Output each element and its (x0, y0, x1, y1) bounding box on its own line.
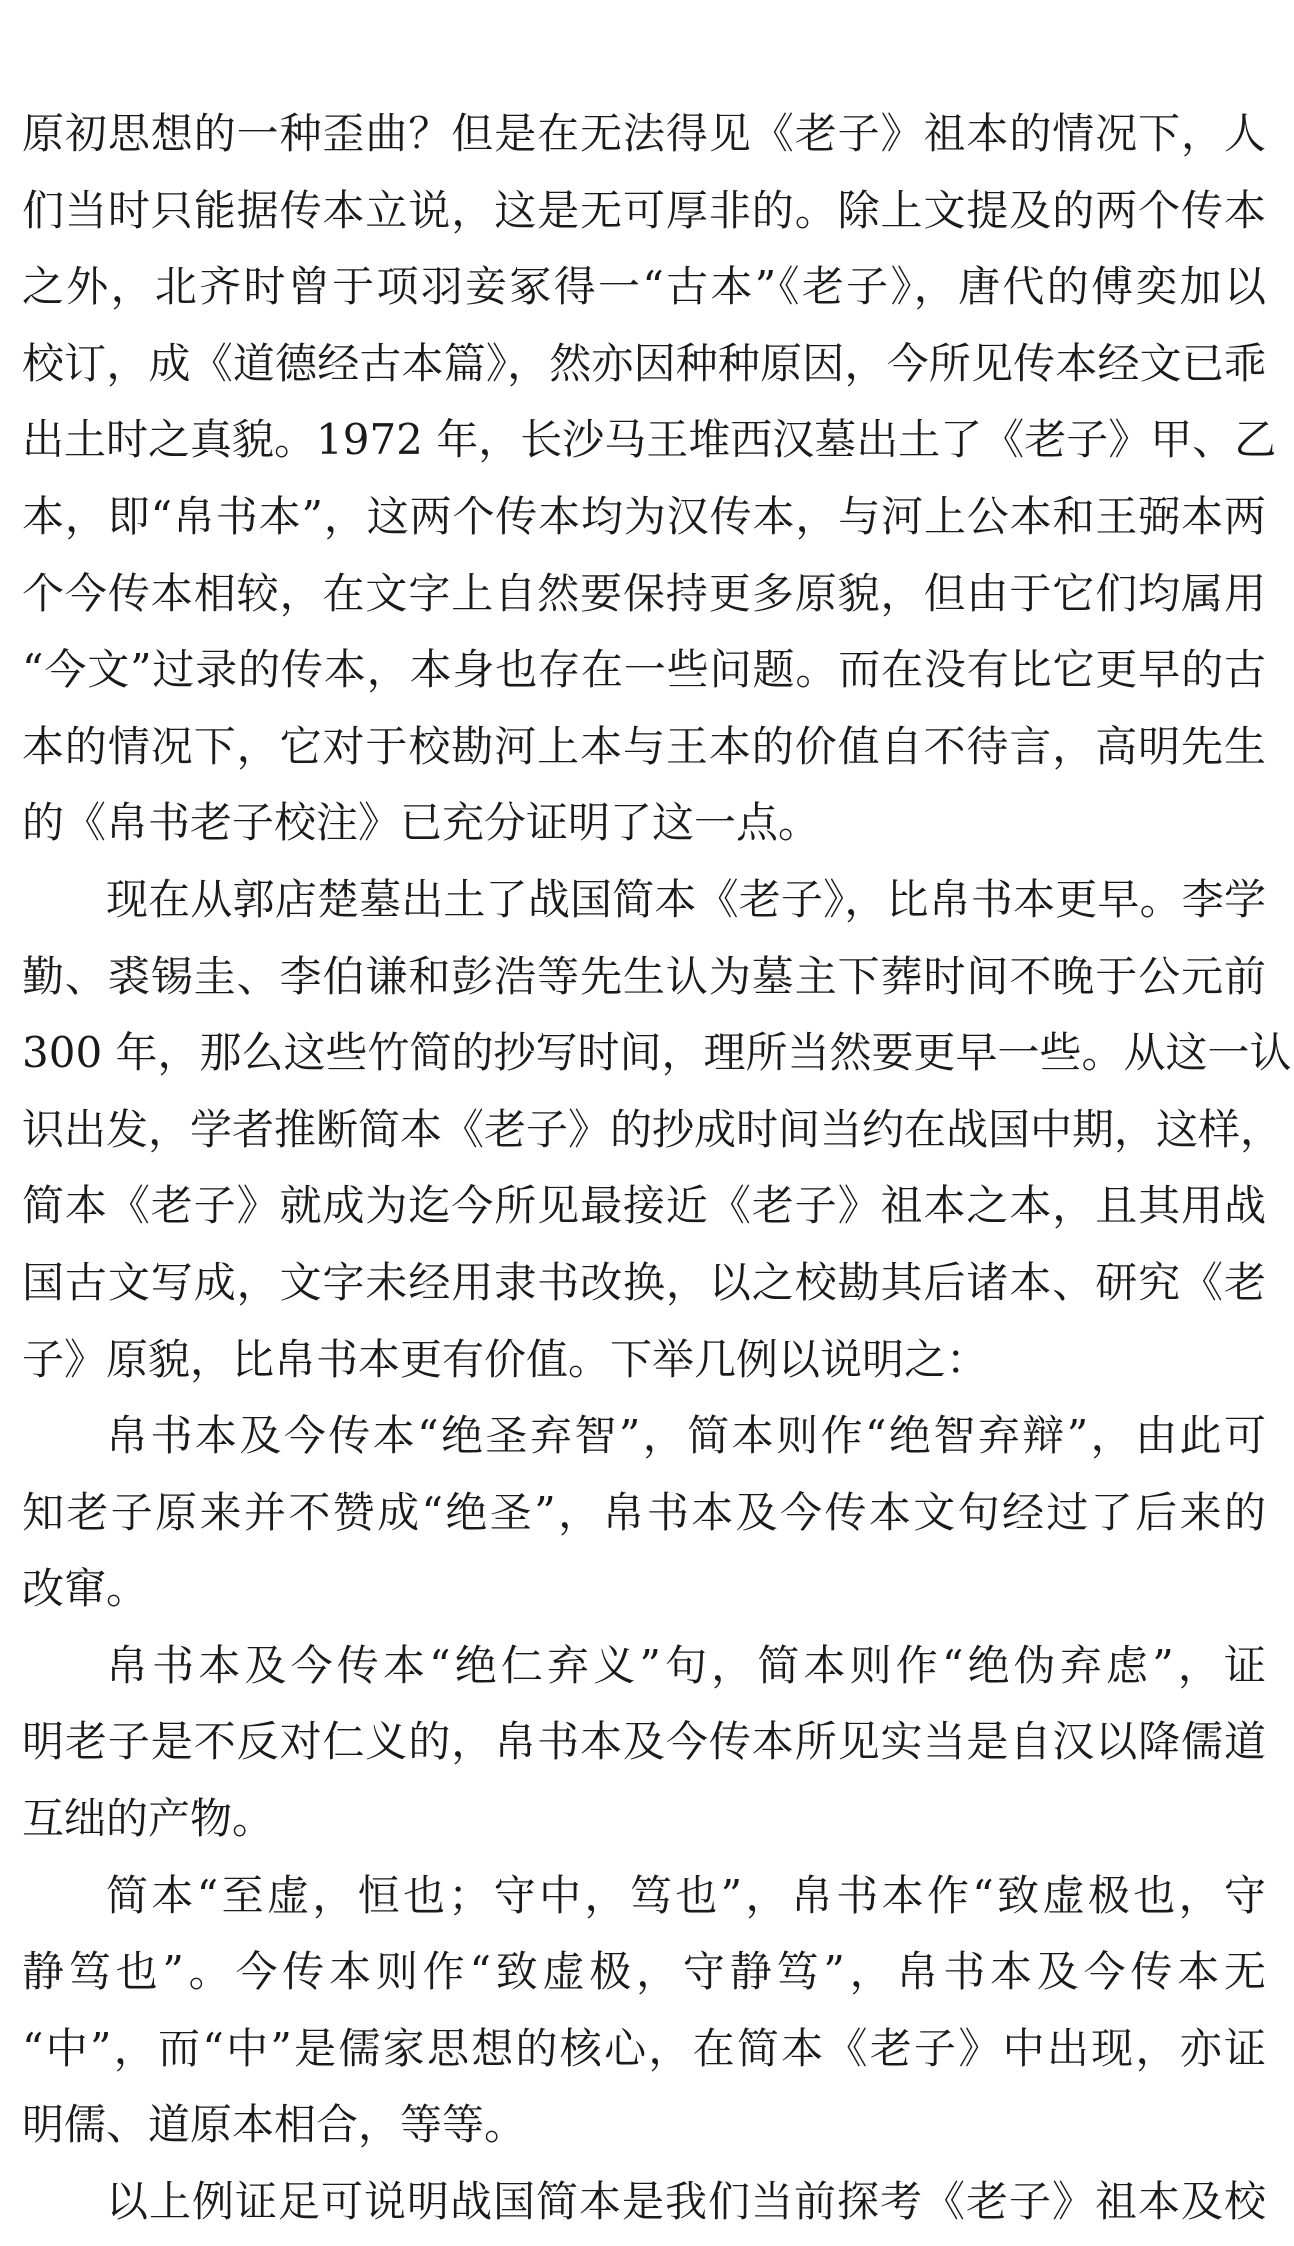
text-line: 的《帛书老子校注》已充分证明了这一点。 (22, 798, 821, 848)
paragraph-1 (22, 96, 1277, 862)
paragraph-4 (22, 1628, 1266, 1858)
text-line: 校订，成《道德经古本篇》，然亦因种种原因，今所见传本经文已乖 (22, 338, 1266, 388)
paragraph-3 (22, 1398, 1266, 1628)
text-line: 明老子是不反对仁义的，帛书本及今传本所见实当是自汉以降儒道 (22, 1717, 1266, 1767)
text-line: 互绌的产物。 (22, 1794, 275, 1844)
text-line: 以上例证足可说明战国简本是我们当前探考《老子》祖本及校 (106, 2177, 1266, 2227)
text-line: 勤、裘锡圭、李伯谦和彭浩等先生认为墓主下葬时间不晚于公元前 (22, 951, 1266, 1001)
text-line: 们当时只能据传本立说，这是无可厚非的。除上文提及的两个传本 (22, 185, 1266, 235)
text-line: 本，即“帛书本”，这两个传本均为汉传本，与河上公本和王弼本两 (22, 491, 1266, 541)
text-line: “中”，而“中”是儒家思想的核心，在简本《老子》中出现，亦证 (22, 2023, 1266, 2073)
text-line: 简本《老子》就成为迄今所见最接近《老子》祖本之本，且其用战 (22, 1181, 1266, 1231)
paragraph-6 (22, 2164, 1266, 2241)
text-line: 现在从郭店楚墓出土了战国简本《老子》，比帛书本更早。李学 (106, 874, 1266, 924)
text-line: 本的情况下，它对于校勘河上本与王本的价值自不待言，高明先生 (22, 721, 1266, 771)
text-line: 帛书本及今传本“绝仁弃义”句，简本则作“绝伪弃虑”，证 (106, 1640, 1266, 1690)
text-line: 识出发，学者推断简本《老子》的抄成时间当约在战国中期，这样， (22, 1104, 1283, 1154)
text-line: 静笃也”。今传本则作“致虚极，守静笃”，帛书本及今传本无 (22, 1947, 1266, 1997)
text-line: 出土时之真貌。1972 年，长沙马王堆西汉墓出土了《老子》甲、乙 (22, 415, 1277, 465)
text-line: 明儒、道原本相合，等等。 (22, 2100, 527, 2150)
text-line: “今文”过录的传本，本身也存在一些问题。而在没有比它更早的古 (22, 645, 1266, 695)
text-line: 原初思想的一种歪曲？但是在无法得见《老子》祖本的情况下，人 (22, 109, 1266, 158)
text-line: 改窜。 (22, 1564, 149, 1614)
text-line: 子》原貌，比帛书本更有价值。下举几例以说明之： (22, 1334, 989, 1384)
text-line: 帛书本及今传本“绝圣弃智”，简本则作“绝智弃辩”，由此可 (106, 1411, 1266, 1461)
text-line: 知老子原来并不赞成“绝圣”，帛书本及今传本文句经过了后来的 (22, 1487, 1266, 1537)
paragraph-2 (22, 862, 1292, 1398)
paragraph-5 (22, 1858, 1266, 2164)
text-line: 之外，北齐时曾于项羽妾冢得一“古本”《老子》，唐代的傅奕加以 (22, 262, 1266, 312)
text-line: 个今传本相较，在文字上自然要保持更多原貌，但由于它们均属用 (22, 568, 1266, 618)
text-line: 300 年，那么这些竹简的抄写时间，理所当然要更早一些。从这一认 (22, 1028, 1292, 1078)
text-line: 简本“至虚，恒也；守中，笃也”，帛书本作“致虚极也，守 (106, 1870, 1266, 1920)
text-line: 国古文写成，文字未经用隶书改换，以之校勘其后诸本、研究《老 (22, 1257, 1266, 1307)
